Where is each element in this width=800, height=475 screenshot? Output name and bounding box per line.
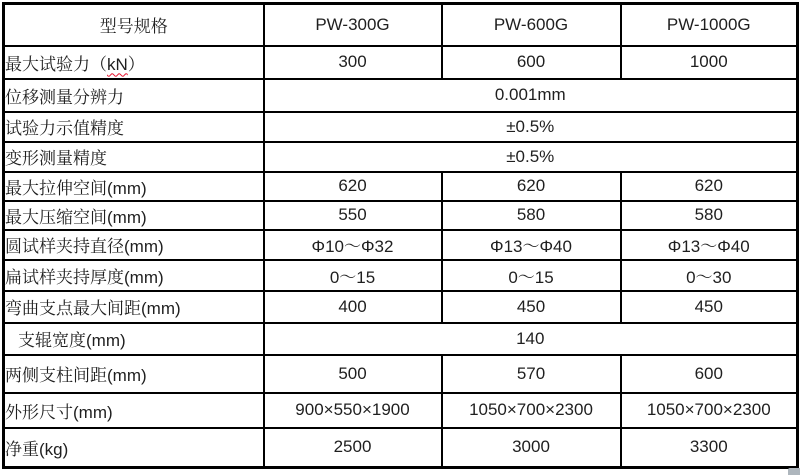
label-text: ）: [127, 54, 145, 74]
spec-value-span-cell: 140: [264, 323, 798, 355]
table-row-round-specimen-diameter: [4, 230, 798, 260]
header-model-pw300g: PW-300G: [264, 4, 442, 46]
corner-handle-artifact: [788, 468, 800, 475]
table-row-displacement-resolution: [4, 79, 798, 112]
spec-value-cell: 3300: [621, 428, 798, 468]
spec-value-cell: 450: [621, 291, 798, 323]
spec-value-cell: 0～15: [264, 260, 442, 291]
spec-value-cell: 1050×700×2300: [621, 393, 798, 428]
spec-value-cell: Φ10～Φ32: [264, 230, 442, 260]
spec-value-cell: 450: [442, 291, 621, 323]
spec-label-cell: 位移测量分辨力: [4, 79, 264, 112]
spec-value-cell: 580: [442, 201, 621, 230]
spec-label-cell: 试验力示值精度: [4, 112, 264, 142]
table-row-max-test-force: [4, 46, 798, 79]
label-text: 最大试验力（: [5, 54, 107, 74]
spec-value-cell: 570: [442, 355, 621, 393]
spec-value-cell: 600: [442, 46, 621, 79]
table-row-net-weight: [4, 428, 798, 468]
header-model-spec: 型号规格: [4, 4, 264, 46]
spec-value-cell: 2500: [264, 428, 442, 468]
spec-value-cell: 3000: [442, 428, 621, 468]
spec-value-cell: 900×550×1900: [264, 393, 442, 428]
spec-label-cell: 两侧支柱间距(mm): [4, 355, 264, 393]
spec-value-cell: 500: [264, 355, 442, 393]
table-row-deformation-accuracy: [4, 142, 798, 172]
table-row-overall-dimensions: [4, 393, 798, 428]
spec-label-cell: 弯曲支点最大间距(mm): [4, 291, 264, 323]
spec-value-cell: 620: [621, 172, 798, 201]
spec-label-cell: 最大拉伸空间(mm): [4, 172, 264, 201]
spec-label-cell: 净重(kg): [4, 428, 264, 468]
spec-value-cell: 580: [621, 201, 798, 230]
spec-table: [2, 2, 799, 469]
spec-value-cell: 550: [264, 201, 442, 230]
table-row-bending-support-span: [4, 291, 798, 323]
table-row-max-tension-space: [4, 172, 798, 201]
table-header-row: [4, 4, 798, 46]
spec-value-cell: 0～30: [621, 260, 798, 291]
spec-label-cell: 支辊宽度(mm): [4, 323, 264, 355]
spec-label-max-test-force: [4, 46, 264, 79]
spec-label-cell: 最大压缩空间(mm): [4, 201, 264, 230]
spec-value-cell: 300: [264, 46, 442, 79]
table-row-flat-specimen-thickness: [4, 260, 798, 291]
spec-label-cell: 圆试样夹持直径(mm): [4, 230, 264, 260]
spec-label-cell: 扁试样夹持厚度(mm): [4, 260, 264, 291]
table-row-roller-width: [4, 323, 798, 355]
table-row-force-accuracy: [4, 112, 798, 142]
spec-value-cell: 600: [621, 355, 798, 393]
spec-label-cell: 外形尺寸(mm): [4, 393, 264, 428]
spec-value-cell: 1050×700×2300: [442, 393, 621, 428]
spec-value-cell: 1000: [621, 46, 798, 79]
spec-value-cell: Φ13～Φ40: [621, 230, 798, 260]
spec-value-cell: 400: [264, 291, 442, 323]
table-row-max-compression-space: [4, 201, 798, 230]
table-row-column-spacing: [4, 355, 798, 393]
header-model-pw600g: PW-600G: [442, 4, 621, 46]
spec-value-cell: 620: [264, 172, 442, 201]
spec-value-cell: 620: [442, 172, 621, 201]
spec-value-span-cell: ±0.5%: [264, 112, 798, 142]
spec-value-cell: 0～15: [442, 260, 621, 291]
spec-value-cell: Φ13～Φ40: [442, 230, 621, 260]
label-kn-spellcheck: kN: [107, 54, 128, 74]
spec-value-span-cell: 0.001mm: [264, 79, 798, 112]
spec-value-span-cell: ±0.5%: [264, 142, 798, 172]
spec-label-cell: 变形测量精度: [4, 142, 264, 172]
header-model-pw1000g: PW-1000G: [621, 4, 798, 46]
